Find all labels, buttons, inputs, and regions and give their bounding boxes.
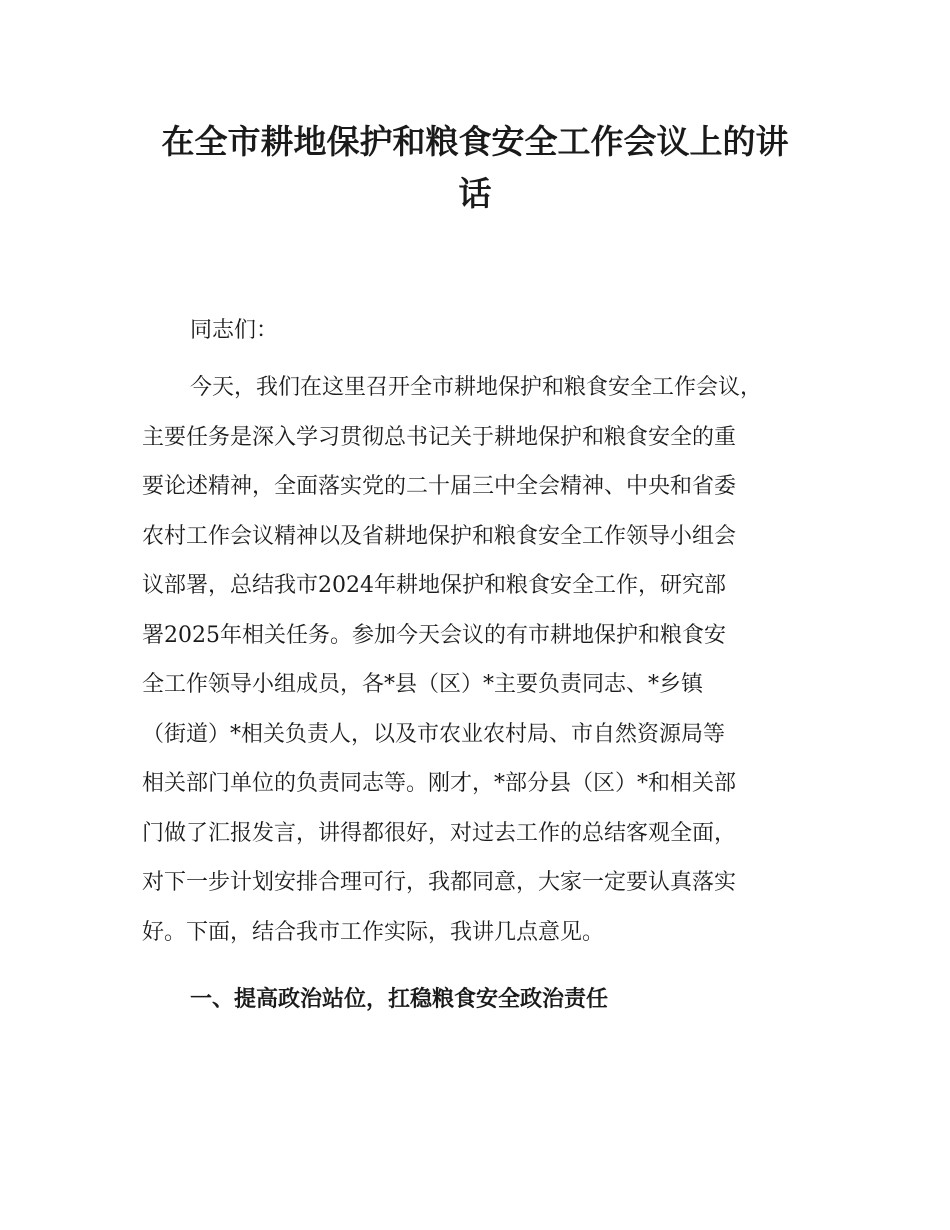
paragraph-line: 相关部门单位的负责同志等。刚才，*部分县（区）*和相关部: [142, 771, 737, 796]
title-line-1: 在全市耕地保护和粮食安全工作会议上的讲: [161, 122, 789, 161]
opening-paragraph: [142, 363, 812, 957]
title-line-2: 话: [458, 174, 492, 213]
paragraph-line: 署2025年相关任务。参加今天会议的有市耕地保护和粮食安: [142, 622, 726, 648]
paragraph-line: 农村工作会议精神以及省耕地保护和粮食安全工作领导小组会: [142, 523, 737, 549]
paragraph-line: 门做了汇报发言，讲得都很好，对过去工作的总结客观全面，: [142, 820, 737, 846]
paragraph-line: 对下一步计划安排合理可行，我都同意，大家一定要认真落实: [142, 870, 737, 895]
paragraph-line: （街道）*相关负责人，以及市农业农村局、市自然资源局等: [142, 721, 726, 747]
paragraph-line: 要论述精神，全面落实党的二十届三中全会精神、中央和省委: [142, 474, 737, 499]
document-title: [130, 116, 820, 220]
paragraph-line: 议部署，总结我市2024年耕地保护和粮食安全工作，研究部: [142, 573, 726, 598]
paragraph-line: 今天，我们在这里召开全市耕地保护和粮食安全工作会议，: [190, 375, 763, 400]
paragraph-line: 主要任务是深入学习贯彻总书记关于耕地保护和粮食安全的重: [142, 424, 737, 450]
salutation: 同志们：: [190, 318, 279, 343]
section-heading-1: 一、提高政治站位，扛稳粮食安全政治责任: [190, 987, 609, 1012]
paragraph-line: 全工作领导小组成员，各*县（区）*主要负责同志、*乡镇: [142, 672, 704, 697]
paragraph-line: 好。下面，结合我市工作实际，我讲几点意见。: [142, 919, 605, 945]
